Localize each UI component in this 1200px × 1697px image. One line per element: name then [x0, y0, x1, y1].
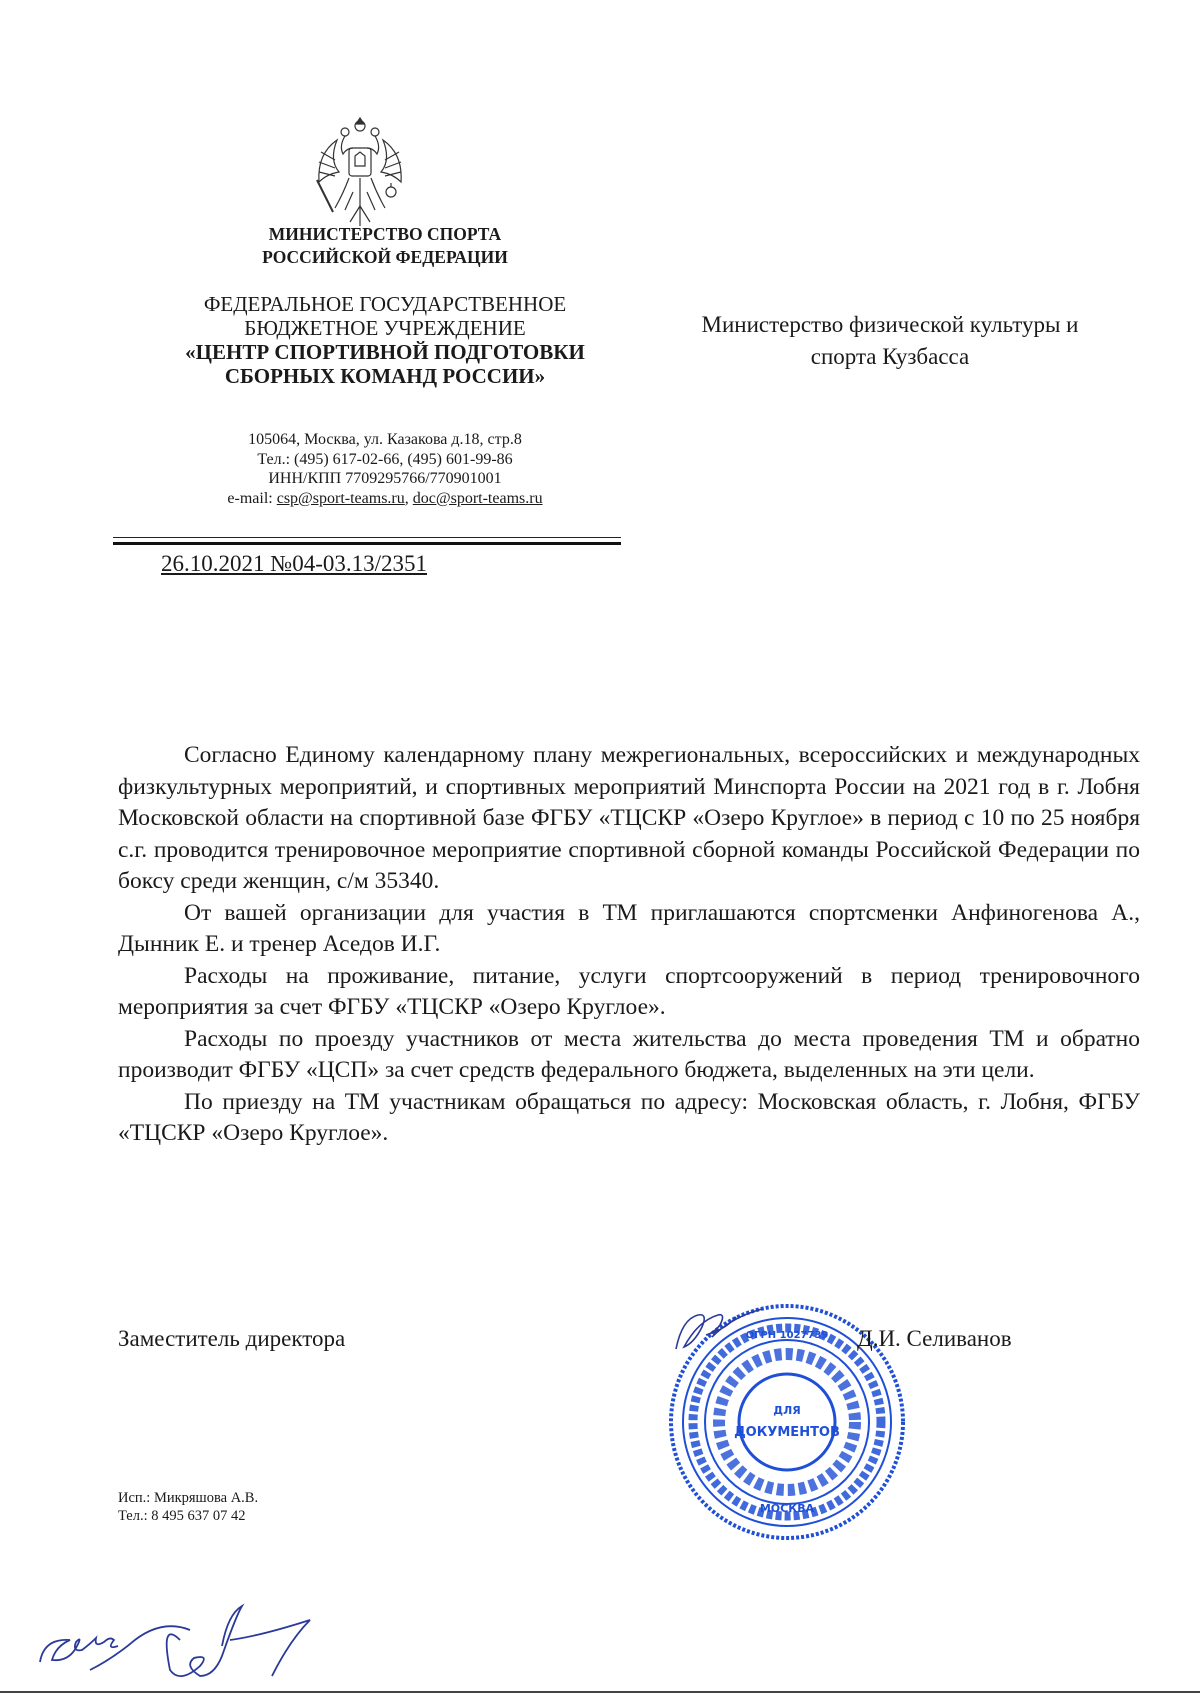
director-signature: [672, 1307, 772, 1357]
stamp-text-city: МОСКВА: [759, 1502, 815, 1515]
org-line-2: БЮДЖЕТНОЕ УЧРЕЖДЕНИЕ: [244, 316, 526, 340]
email-line: [120, 489, 650, 509]
recipient-line-2: спорта Кузбасса: [810, 344, 970, 369]
letterhead-divider-thin: [113, 537, 621, 538]
page-bottom-edge: [0, 1691, 1200, 1693]
letterhead-divider-thick: [113, 542, 621, 545]
phones: Тел.: (495) 617-02-66, (495) 601-99-86: [257, 450, 513, 468]
address: 105064, Москва, ул. Казакова д.18, стр.8: [248, 431, 522, 448]
body-paragraph: Расходы на проживание, питание, услуги спортсооружений в период тренировочного мероприятия за счет ФГБУ «ТЦСКР «Озеро Круглое».: [118, 962, 1140, 1020]
stamp-text-dlya: ДЛЯ: [773, 1404, 801, 1417]
org-line-1: ФЕДЕРАЛЬНОЕ ГОСУДАРСТВЕННОЕ: [203, 292, 567, 316]
outgoing-date-number: 26.10.2021 №04-03.13/2351: [161, 551, 427, 576]
org-line-4: СБОРНЫХ КОМАНД РОССИИ»: [224, 364, 546, 388]
email-link-doc[interactable]: doc@sport-teams.ru: [412, 489, 543, 507]
executor-phone: Тел.: 8 495 637 07 42: [118, 1508, 246, 1524]
body-paragraph: По приезду на ТМ участникам обращаться по адресу: Московская область, г. Лобня, ФГБУ «ТЦСКР «Озеро Круглое».: [118, 1088, 1140, 1146]
email-separator: ,: [404, 489, 409, 507]
organization-contacts: [120, 430, 650, 508]
letter-body: [118, 740, 1140, 1150]
ministry-line-1: МИНИСТЕРСТВО СПОРТА: [268, 224, 502, 244]
body-paragraph: От вашей организации для участия в ТМ приглашаются спортсменки Анфиногенова А., Дынник Е. и тренер Аседов И.Г.: [118, 899, 1140, 957]
recipient-line-1: Министерство физической культуры и: [701, 312, 1079, 337]
inn-kpp: ИНН/КПП 7709295766/770901001: [268, 470, 502, 487]
email-link-csp[interactable]: csp@sport-teams.ru: [276, 489, 405, 507]
email-label: e-mail:: [227, 489, 273, 507]
stamp-text-ogrn: ОГРН 1027739: [745, 1330, 829, 1341]
executor-name: Исп.: Микряшова А.В.: [118, 1490, 259, 1506]
signer-position: Заместитель директора: [118, 1326, 346, 1351]
stamp-text-documents: ДОКУМЕНТОВ: [734, 1425, 840, 1440]
ministry-title: [150, 223, 620, 269]
recipient: [640, 309, 1140, 373]
executor-info: [118, 1489, 258, 1525]
signer-name: Д.И. Селиванов: [857, 1326, 1012, 1351]
body-paragraph: Расходы по проезду участников от места жительства до места проведения ТМ и обратно производит ФГБУ «ЦСП» за счет средств федерального бюджета, выделенных на эти цели.: [118, 1025, 1140, 1083]
russian-coat-of-arms-icon: [307, 112, 413, 232]
organization-name: [120, 292, 650, 388]
ministry-line-2: РОССИЙСКОЙ ФЕДЕРАЦИИ: [262, 247, 508, 267]
body-paragraph: Согласно Единому календарному плану межрегиональных, всероссийских и международных физкультурных мероприятий, и спортивных мероприятий Минспорта России на 2021 год в г. Лобня Московской области на спортивной базе ФГБУ «ТЦСКР «Озеро Круглое» в период с 10 по 25 ноября с.г. проводится тренировочное мероприятие спортивной сборной команды Российской Федерации по боксу среди женщин, с/м 35340.: [118, 742, 1140, 894]
handwritten-signature: [30, 1570, 340, 1680]
org-line-3: «ЦЕНТР СПОРТИВНОЙ ПОДГОТОВКИ: [185, 340, 585, 364]
